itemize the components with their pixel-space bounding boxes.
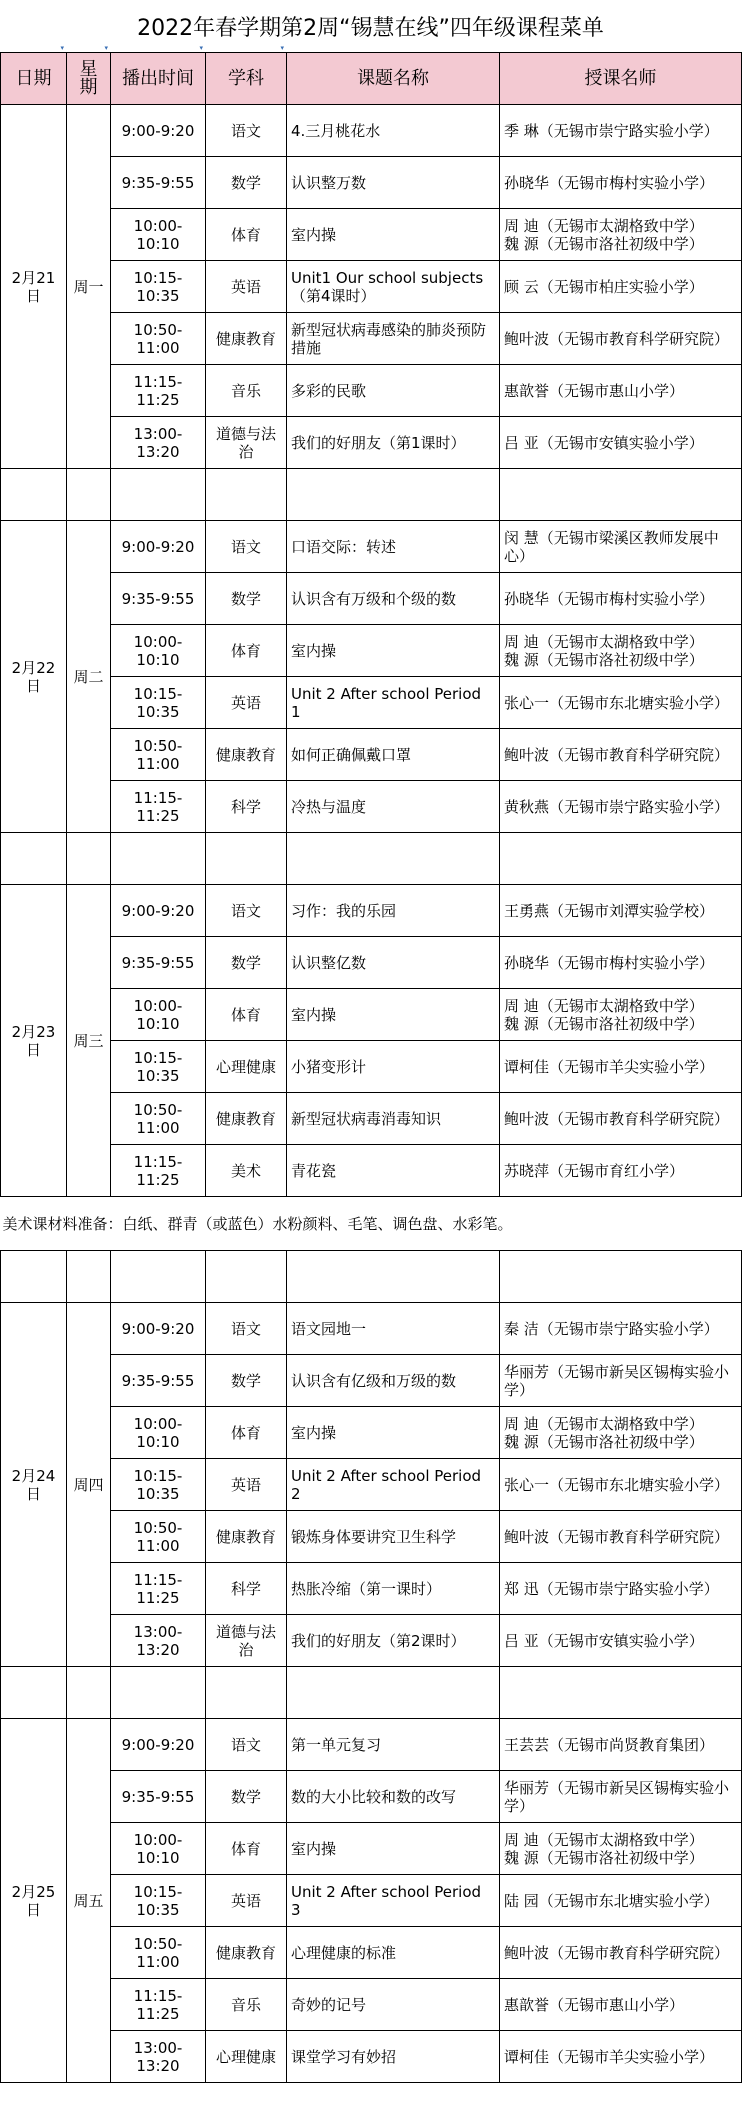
- time-cell: 9:00-9:20: [111, 885, 206, 937]
- subject-cell: 科学: [206, 1563, 287, 1615]
- table-row: [1, 729, 742, 781]
- empty-cell: [1, 469, 67, 521]
- topic-cell: 室内操: [287, 625, 500, 677]
- empty-cell: [500, 833, 742, 885]
- filter-dropdown-icon[interactable]: ▾: [104, 44, 108, 52]
- teacher-cell: 鲍叶波（无锡市教育科学研究院）: [500, 729, 742, 781]
- table-row: [1, 1615, 742, 1667]
- empty-cell: [287, 1667, 500, 1719]
- subject-cell: 体育: [206, 989, 287, 1041]
- subject-cell: 健康教育: [206, 729, 287, 781]
- header-weekday[interactable]: 星期 ▾: [67, 53, 111, 105]
- table-row: [1, 1771, 742, 1823]
- teacher-cell: 鲍叶波（无锡市教育科学研究院）: [500, 313, 742, 365]
- time-cell: 11:15-11:25: [111, 1563, 206, 1615]
- time-cell: 10:50-11:00: [111, 729, 206, 781]
- topic-cell: 青花瓷: [287, 1145, 500, 1197]
- table-row: [1, 1719, 742, 1771]
- topic-cell: 认识整亿数: [287, 937, 500, 989]
- date-cell: 2月21日: [1, 105, 67, 469]
- subject-cell: 美术: [206, 1145, 287, 1197]
- table-row: [1, 365, 742, 417]
- teacher-cell: 周 迪（无锡市太湖格致中学） 魏 源（无锡市洛社初级中学）: [500, 989, 742, 1041]
- table-row: [1, 1511, 742, 1563]
- table-row: [1, 157, 742, 209]
- empty-cell: [287, 469, 500, 521]
- spacer-row: [1, 469, 742, 521]
- subject-cell: 数学: [206, 1355, 287, 1407]
- topic-cell: Unit 2 After school Period 2: [287, 1459, 500, 1511]
- teacher-cell: 闵 慧（无锡市梁溪区教师发展中 心）: [500, 521, 742, 573]
- table-row: [1, 1407, 742, 1459]
- table-row: [1, 937, 742, 989]
- subject-cell: 道德与法治: [206, 417, 287, 469]
- empty-cell: [206, 833, 287, 885]
- topic-cell: 新型冠状病毒消毒知识: [287, 1093, 500, 1145]
- teacher-cell: 郑 迅（无锡市崇宁路实验小学）: [500, 1563, 742, 1615]
- spacer-row: [1, 833, 742, 885]
- empty-cell: [67, 1251, 111, 1303]
- date-cell: 2月24日: [1, 1303, 67, 1667]
- empty-cell: [111, 469, 206, 521]
- empty-cell: [111, 833, 206, 885]
- teacher-cell: 黄秋燕（无锡市崇宁路实验小学）: [500, 781, 742, 833]
- teacher-cell: 鲍叶波（无锡市教育科学研究院）: [500, 1093, 742, 1145]
- topic-cell: 锻炼身体要讲究卫生科学: [287, 1511, 500, 1563]
- table-row: [1, 1303, 742, 1355]
- time-cell: 10:50-11:00: [111, 313, 206, 365]
- time-cell: 10:15-10:35: [111, 677, 206, 729]
- empty-cell: [67, 833, 111, 885]
- time-cell: 9:00-9:20: [111, 521, 206, 573]
- subject-cell: 体育: [206, 625, 287, 677]
- time-cell: 10:00-10:10: [111, 209, 206, 261]
- time-cell: 10:15-10:35: [111, 261, 206, 313]
- topic-cell: 认识整万数: [287, 157, 500, 209]
- time-cell: 11:15-11:25: [111, 1979, 206, 2031]
- subject-cell: 数学: [206, 157, 287, 209]
- empty-cell: [287, 833, 500, 885]
- teacher-cell: 鲍叶波（无锡市教育科学研究院）: [500, 1927, 742, 1979]
- topic-cell: 冷热与温度: [287, 781, 500, 833]
- topic-cell: 如何正确佩戴口罩: [287, 729, 500, 781]
- topic-cell: 我们的好朋友（第2课时）: [287, 1615, 500, 1667]
- time-cell: 10:15-10:35: [111, 1041, 206, 1093]
- subject-cell: 科学: [206, 781, 287, 833]
- schedule-table: [0, 44, 742, 2083]
- teacher-cell: 孙晓华（无锡市梅村实验小学）: [500, 573, 742, 625]
- filter-dropdown-icon[interactable]: ▾: [280, 44, 284, 52]
- weekday-cell: 周四: [67, 1303, 111, 1667]
- topic-cell: 习作：我的乐园: [287, 885, 500, 937]
- subject-cell: 数学: [206, 937, 287, 989]
- empty-cell: [500, 1251, 742, 1303]
- subject-cell: 体育: [206, 1407, 287, 1459]
- time-cell: 9:35-9:55: [111, 573, 206, 625]
- table-row: [1, 417, 742, 469]
- empty-cell: [1, 1251, 67, 1303]
- teacher-cell: 孙晓华（无锡市梅村实验小学）: [500, 937, 742, 989]
- date-cell: 2月25日: [1, 1719, 67, 2083]
- subject-cell: 心理健康: [206, 2031, 287, 2083]
- teacher-cell: 秦 洁（无锡市崇宁路实验小学）: [500, 1303, 742, 1355]
- subject-cell: 语文: [206, 885, 287, 937]
- weekday-cell: 周五: [67, 1719, 111, 2083]
- table-row: [1, 1823, 742, 1875]
- header-teacher[interactable]: 授课名师: [500, 53, 742, 105]
- teacher-cell: 张心一（无锡市东北塘实验小学）: [500, 677, 742, 729]
- topic-cell: 课堂学习有妙招: [287, 2031, 500, 2083]
- table-row: [1, 573, 742, 625]
- teacher-cell: 陆 园（无锡市东北塘实验小学）: [500, 1875, 742, 1927]
- empty-cell: [206, 469, 287, 521]
- teacher-cell: 苏晓萍（无锡市育红小学）: [500, 1145, 742, 1197]
- teacher-cell: 孙晓华（无锡市梅村实验小学）: [500, 157, 742, 209]
- empty-cell: [111, 1251, 206, 1303]
- time-cell: 9:35-9:55: [111, 157, 206, 209]
- time-cell: 10:00-10:10: [111, 1823, 206, 1875]
- teacher-cell: 季 琳（无锡市崇宁路实验小学）: [500, 105, 742, 157]
- table-row: [1, 209, 742, 261]
- empty-cell: [206, 1667, 287, 1719]
- table-row: [1, 1355, 742, 1407]
- time-cell: 13:00-13:20: [111, 1615, 206, 1667]
- topic-cell: 口语交际：转述: [287, 521, 500, 573]
- teacher-cell: 顾 云（无锡市柏庄实验小学）: [500, 261, 742, 313]
- topic-cell: 奇妙的记号: [287, 1979, 500, 2031]
- topic-cell: 室内操: [287, 1407, 500, 1459]
- time-cell: 10:00-10:10: [111, 1407, 206, 1459]
- time-cell: 11:15-11:25: [111, 365, 206, 417]
- subject-cell: 音乐: [206, 1979, 287, 2031]
- time-cell: 10:00-10:10: [111, 989, 206, 1041]
- teacher-cell: 周 迪（无锡市太湖格致中学） 魏 源（无锡市洛社初级中学）: [500, 1823, 742, 1875]
- table-row: [1, 313, 742, 365]
- subject-cell: 体育: [206, 209, 287, 261]
- teacher-cell: 吕 亚（无锡市安镇实验小学）: [500, 417, 742, 469]
- subject-cell: 健康教育: [206, 1927, 287, 1979]
- topic-cell: 小猪变形计: [287, 1041, 500, 1093]
- topic-cell: 4.三月桃花水: [287, 105, 500, 157]
- subject-cell: 语文: [206, 1303, 287, 1355]
- header-topic[interactable]: 课题名称: [287, 53, 500, 105]
- time-cell: 9:35-9:55: [111, 1771, 206, 1823]
- topic-cell: Unit 2 After school Period 1: [287, 677, 500, 729]
- subject-cell: 体育: [206, 1823, 287, 1875]
- time-cell: 9:00-9:20: [111, 1303, 206, 1355]
- subject-cell: 英语: [206, 1875, 287, 1927]
- teacher-cell: 周 迪（无锡市太湖格致中学） 魏 源（无锡市洛社初级中学）: [500, 209, 742, 261]
- table-row: [1, 625, 742, 677]
- teacher-cell: 吕 亚（无锡市安镇实验小学）: [500, 1615, 742, 1667]
- teacher-cell: 周 迪（无锡市太湖格致中学） 魏 源（无锡市洛社初级中学）: [500, 625, 742, 677]
- empty-cell: [287, 1251, 500, 1303]
- table-row: [1, 885, 742, 937]
- weekday-cell: 周一: [67, 105, 111, 469]
- topic-cell: 心理健康的标准: [287, 1927, 500, 1979]
- topic-cell: 认识含有亿级和万级的数: [287, 1355, 500, 1407]
- teacher-cell: 王勇燕（无锡市刘潭实验学校）: [500, 885, 742, 937]
- topic-cell: 第一单元复习: [287, 1719, 500, 1771]
- art-note-row: [1, 1197, 742, 1251]
- teacher-cell: 华丽芳（无锡市新吴区锡梅实验小 学）: [500, 1355, 742, 1407]
- time-cell: 11:15-11:25: [111, 1145, 206, 1197]
- header-row: [1, 53, 742, 105]
- teacher-cell: 谭柯佳（无锡市羊尖实验小学）: [500, 1041, 742, 1093]
- subject-cell: 健康教育: [206, 313, 287, 365]
- time-cell: 13:00-13:20: [111, 417, 206, 469]
- subject-cell: 数学: [206, 1771, 287, 1823]
- time-cell: 9:00-9:20: [111, 105, 206, 157]
- header-date[interactable]: 日期 ▾: [1, 53, 67, 105]
- empty-cell: [1, 833, 67, 885]
- art-note: 美术课材料准备：白纸、群青（或蓝色）水粉颜料、毛笔、调色盘、水彩笔。: [1, 1197, 742, 1251]
- subject-cell: 数学: [206, 573, 287, 625]
- subject-cell: 心理健康: [206, 1041, 287, 1093]
- empty-cell: [1, 1667, 67, 1719]
- subject-cell: 英语: [206, 261, 287, 313]
- table-row: [1, 261, 742, 313]
- topic-cell: 我们的好朋友（第1课时）: [287, 417, 500, 469]
- table-row: [1, 1563, 742, 1615]
- teacher-cell: 谭柯佳（无锡市羊尖实验小学）: [500, 2031, 742, 2083]
- table-row: [1, 1459, 742, 1511]
- time-cell: 13:00-13:20: [111, 2031, 206, 2083]
- subject-cell: 语文: [206, 105, 287, 157]
- table-row: [1, 1093, 742, 1145]
- time-cell: 10:50-11:00: [111, 1093, 206, 1145]
- time-cell: 10:00-10:10: [111, 625, 206, 677]
- table-row: [1, 1145, 742, 1197]
- table-row: [1, 521, 742, 573]
- topic-cell: 室内操: [287, 209, 500, 261]
- table-row: [1, 1875, 742, 1927]
- time-cell: 10:50-11:00: [111, 1511, 206, 1563]
- empty-cell: [500, 1667, 742, 1719]
- table-row: [1, 1927, 742, 1979]
- spacer-row: [1, 1251, 742, 1303]
- topic-cell: 新型冠状病毒感染的肺炎预防 措施: [287, 313, 500, 365]
- subject-cell: 语文: [206, 1719, 287, 1771]
- table-row: [1, 781, 742, 833]
- topic-cell: Unit 2 After school Period 3: [287, 1875, 500, 1927]
- table-row: [1, 105, 742, 157]
- teacher-cell: 周 迪（无锡市太湖格致中学） 魏 源（无锡市洛社初级中学）: [500, 1407, 742, 1459]
- table-row: [1, 1979, 742, 2031]
- topic-cell: 数的大小比较和数的改写: [287, 1771, 500, 1823]
- teacher-cell: 鲍叶波（无锡市教育科学研究院）: [500, 1511, 742, 1563]
- empty-cell: [206, 1251, 287, 1303]
- spacer-row: [1, 1667, 742, 1719]
- teacher-cell: 惠歆誉（无锡市惠山小学）: [500, 365, 742, 417]
- time-cell: 11:15-11:25: [111, 781, 206, 833]
- table-row: [1, 989, 742, 1041]
- teacher-cell: 王芸芸（无锡市尚贤教育集团）: [500, 1719, 742, 1771]
- subject-cell: 英语: [206, 1459, 287, 1511]
- date-cell: 2月23日: [1, 885, 67, 1197]
- weekday-cell: 周二: [67, 521, 111, 833]
- teacher-cell: 张心一（无锡市东北塘实验小学）: [500, 1459, 742, 1511]
- subject-cell: 英语: [206, 677, 287, 729]
- empty-cell: [500, 469, 742, 521]
- time-cell: 10:50-11:00: [111, 1927, 206, 1979]
- weekday-cell: 周三: [67, 885, 111, 1197]
- subject-cell: 健康教育: [206, 1093, 287, 1145]
- subject-cell: 道德与法治: [206, 1615, 287, 1667]
- time-cell: 10:15-10:35: [111, 1459, 206, 1511]
- header-time[interactable]: 播出时间 ▾: [111, 53, 206, 105]
- time-cell: 9:35-9:55: [111, 1355, 206, 1407]
- topic-cell: 室内操: [287, 989, 500, 1041]
- topic-cell: 认识含有万级和个级的数: [287, 573, 500, 625]
- topic-cell: 多彩的民歌: [287, 365, 500, 417]
- filter-dropdown-icon[interactable]: ▾: [199, 44, 203, 52]
- topic-cell: Unit1 Our school subjects （第4课时）: [287, 261, 500, 313]
- date-cell: 2月22日: [1, 521, 67, 833]
- header-subject[interactable]: 学科 ▾: [206, 53, 287, 105]
- teacher-cell: 华丽芳（无锡市新吴区锡梅实验小 学）: [500, 1771, 742, 1823]
- empty-cell: [67, 469, 111, 521]
- topic-cell: 室内操: [287, 1823, 500, 1875]
- filter-dropdown-icon[interactable]: ▾: [60, 44, 64, 52]
- table-row: [1, 677, 742, 729]
- subject-cell: 音乐: [206, 365, 287, 417]
- topic-cell: 语文园地一: [287, 1303, 500, 1355]
- table-row: [1, 1041, 742, 1093]
- table-row: [1, 2031, 742, 2083]
- topic-cell: 热胀冷缩（第一课时）: [287, 1563, 500, 1615]
- subject-cell: 语文: [206, 521, 287, 573]
- empty-cell: [111, 1667, 206, 1719]
- subject-cell: 健康教育: [206, 1511, 287, 1563]
- time-cell: 10:15-10:35: [111, 1875, 206, 1927]
- teacher-cell: 惠歆誉（无锡市惠山小学）: [500, 1979, 742, 2031]
- time-cell: 9:00-9:20: [111, 1719, 206, 1771]
- empty-cell: [67, 1667, 111, 1719]
- time-cell: 9:35-9:55: [111, 937, 206, 989]
- page-title: 2022年春学期第2周“锡慧在线”四年级课程菜单: [137, 15, 604, 41]
